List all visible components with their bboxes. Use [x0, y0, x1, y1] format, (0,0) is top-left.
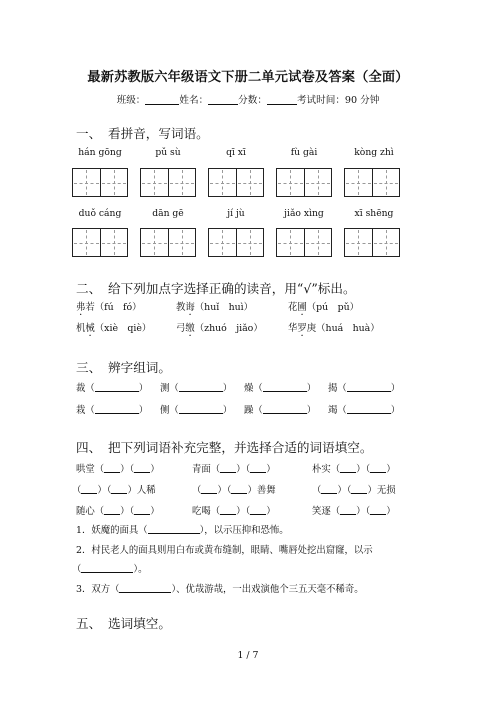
writing-box[interactable] [72, 228, 128, 257]
writing-box[interactable] [344, 168, 400, 197]
writing-box[interactable] [208, 168, 264, 197]
class-blank[interactable] [145, 95, 179, 105]
pinyin-8: jí jù [227, 208, 245, 219]
writing-box[interactable] [344, 228, 400, 257]
pinyin-9: jiǎo xìng [284, 208, 324, 219]
idiom-item: 青面（ ）（ ） [192, 464, 276, 475]
fill-question-2: 2．村民老人的面具则用白布或黄布缝制，眼睛、嘴唇处挖出窟窿，以示 [76, 545, 373, 556]
student-info-line [0, 92, 496, 106]
section-5-heading: 五、 选词填空。 [76, 616, 171, 631]
pinyin-row-1 [72, 147, 400, 159]
class-label: 班级： [116, 95, 146, 106]
pinyin-4: fù gài [290, 147, 318, 158]
idiom-item: 朴实（ ）（ ） [312, 464, 396, 475]
idiom-item: 笑逐（ ）（ ） [312, 506, 396, 517]
pinyin-10: xī shēng [354, 208, 394, 219]
writing-box[interactable] [140, 168, 196, 197]
name-blank[interactable] [208, 95, 238, 105]
page-number: 1 / 7 [237, 650, 259, 661]
zuci-item: 躁（ ） [244, 405, 317, 416]
score-blank[interactable] [267, 95, 297, 105]
zuci-item: 燥（ ） [244, 383, 317, 394]
reading-item: 弓缴（zhuó jiǎo） [176, 323, 263, 334]
reading-item: 教诲（huǐ huì） [176, 302, 254, 313]
idiom-item: （ ）（ ）无损 [312, 485, 396, 496]
writing-grid-row-1 [72, 168, 404, 197]
pinyin-5: kòng zhì [354, 147, 394, 158]
writing-box[interactable] [140, 228, 196, 257]
reading-item: 弗若（fú fó） [76, 302, 142, 313]
fill-question-1: 1．妖魔的面具（ ），以示压抑和恐怖。 [76, 525, 289, 536]
idiom-item: （ ）（ ）人稀 [72, 485, 156, 496]
section-4-heading: 四、 把下列词语补充完整，并选择合适的词语填空。 [76, 440, 373, 455]
idiom-item: 吃喝（ ）（ ） [192, 506, 276, 517]
writing-box[interactable] [72, 168, 128, 197]
zuci-item: 竭（ ） [328, 405, 401, 416]
idiom-item: 随心（ ）（ ） [76, 506, 160, 517]
writing-box[interactable] [276, 228, 332, 257]
page-title: 最新苏教版六年级语文下册二单元试卷及答案（全面） [87, 70, 409, 85]
writing-box[interactable] [276, 168, 332, 197]
reading-item: 机械（xiè qiè） [76, 323, 152, 334]
reading-item: 华罗庚（huá huà） [288, 323, 380, 334]
pinyin-row-2 [72, 208, 400, 220]
zuci-item: 栽（ ） [76, 405, 149, 416]
pinyin-6: duǒ cáng [78, 208, 122, 219]
section-3-heading: 三、 辨字组词。 [76, 360, 171, 375]
pinyin-2: pǔ sù [155, 147, 181, 158]
idiom-item: 哄堂（ ）（ ） [76, 464, 160, 475]
section-2-heading: 二、 给下列加点字选择正确的读音，用“√”标出。 [76, 281, 356, 296]
name-label: 姓名： [179, 95, 209, 106]
zuci-item: 揭（ ） [328, 383, 401, 394]
section-1-heading: 一、 看拼音，写词语。 [76, 126, 209, 141]
fill-question-3: 3．双方（ ）、优哉游哉，一出戏演他个三五天毫不稀奇。 [76, 584, 364, 595]
writing-grid-row-2 [72, 228, 404, 257]
pinyin-3: qī xī [226, 147, 246, 158]
pinyin-7: dān gē [152, 208, 184, 219]
fill-question-2-cont: （ ）。 [72, 564, 148, 575]
pinyin-1: hán gōng [78, 147, 122, 158]
idiom-item: （ ）（ ）善舞 [192, 485, 276, 496]
zuci-item: 裁（ ） [76, 383, 149, 394]
score-label: 分数： [238, 95, 267, 106]
zuci-item: 测（ ） [160, 383, 233, 394]
writing-box[interactable] [208, 228, 264, 257]
exam-time: 考试时间：90 分钟 [296, 95, 380, 106]
reading-item: 花圃（pú pǔ） [288, 302, 359, 313]
zuci-item: 侧（ ） [160, 405, 233, 416]
